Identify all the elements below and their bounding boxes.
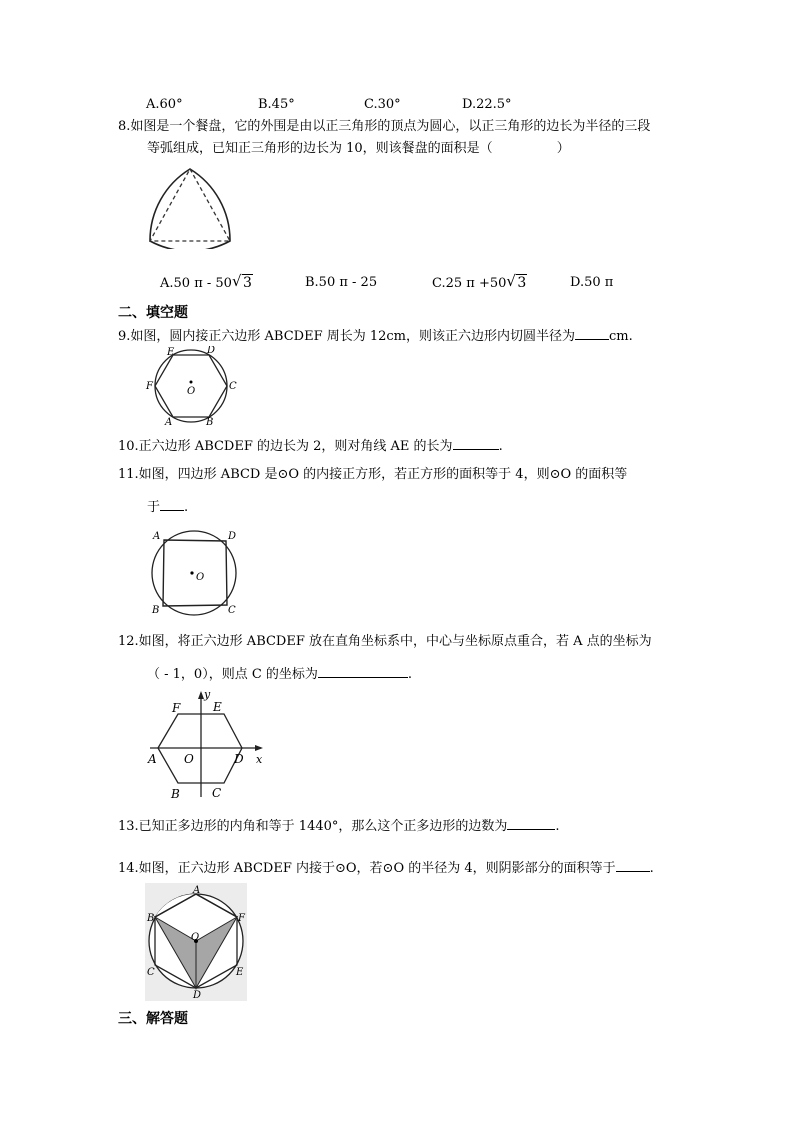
q8-text-line2-a: 等弧组成，已知正三角形的边长为 10，则该餐盘的面积是（ [147,141,493,156]
q12-label-b: B [171,787,180,801]
q9-text-a: 9.如图，圆内接正六边形 ABCDEF 周长为 12cm，则该正六边形内切圆半径为 [118,329,576,344]
q14-text-b: . [649,861,654,876]
q12-label-x: x [256,753,263,766]
q9-label-a: A [165,417,173,426]
q11-square-figure [146,526,244,618]
q13-text-b: . [555,819,560,834]
q8-text-line1: 8.如图是一个餐盘，它的外围是由以正三角形的顶点为圆心，以正三角形的边长为半径的三段 [118,119,651,134]
sqrt-symbol: √ 3 [231,272,252,291]
q11-text-line2-a: 于 [147,500,161,515]
q8-option-a-text: A.50 π - 50 [160,276,232,291]
q8-text-line2-b: ） [556,141,570,156]
q13-text [118,816,560,836]
q14-answer-blank [616,858,650,872]
q14-text [118,858,654,878]
q12-text-line1: 12.如图，将正六边形 ABCDEF 放在直角坐标系中，中心与坐标原点重合，若 A 点的坐标为 [118,634,652,649]
sqrt-radicand: 3 [517,275,527,291]
q11-label-d: D [228,531,237,542]
q11-label-c: C [228,605,236,616]
q9-label-e: E [167,347,175,358]
q10-text-a: 10.正六边形 ABCDEF 的边长为 2，则对角线 AE 的长为 [118,439,453,454]
q14-label-o: O [191,932,200,943]
q9-label-f: F [146,381,153,392]
q12-label-d: D [234,752,244,766]
q9-label-c: C [229,381,237,392]
q8-option-a [160,274,253,293]
q7-option-a: A.60° [146,97,183,112]
q9-text-b: cm. [609,329,633,344]
q9-answer-blank [575,326,609,340]
q10-answer-blank [453,436,499,450]
q10-text-b: . [498,439,503,454]
q9-text [118,326,633,346]
q12-label-a: A [148,752,157,766]
q11-label-o: O [196,572,205,583]
q8-plate-figure [144,163,236,249]
q14-shaded-hexagon-figure [145,883,247,1001]
q12-label-f: F [172,701,181,715]
q12-text-line2 [147,664,412,684]
section-heading-solutions: 三、解答题 [118,1011,188,1027]
q14-label-c: C [147,967,155,978]
q13-text-a: 13.已知正多边形的内角和等于 1440°，那么这个正多边形的边数为 [118,819,508,834]
q14-label-b: B [147,913,155,924]
q12-label-e: E [213,700,222,714]
q11-text-line2-b: . [184,500,189,515]
q9-label-b: B [206,417,214,426]
q12-label-o: O [184,752,194,766]
q13-answer-blank [507,816,555,830]
q14-text-a: 14.如图，正六边形 ABCDEF 内接于⊙O，若⊙O 的半径为 4，则阴影部分的面积等于 [118,861,616,876]
q7-option-b: B.45° [258,97,295,112]
q8-option-c [432,274,527,293]
q11-answer-blank [160,497,184,511]
q12-coordinate-figure [145,689,270,805]
q9-label-d: D [207,346,216,356]
q12-text-line2-b: . [407,667,413,682]
q8-option-c-text: C.25 π +50 [432,276,507,291]
q7-option-c: C.30° [364,97,401,112]
q14-label-f: F [238,913,245,924]
q11-label-a: A [153,531,161,542]
q8-option-b: B.50 π - 25 [305,275,378,290]
q14-label-d: D [193,990,202,1001]
sqrt-symbol: √ 3 [506,272,527,291]
q8-text-line2 [147,140,570,158]
q7-option-d: D.22.5° [462,97,512,112]
q12-answer-blank [318,664,408,678]
q9-hexagon-figure [145,346,237,426]
q9-label-o: O [187,386,196,397]
q12-label-y: y [204,689,211,701]
q11-label-b: B [152,605,160,616]
q12-text-line2-a: （ - 1，0），则点 C 的坐标为 [147,667,318,682]
q11-text-line1: 11.如图，四边形 ABCD 是⊙O 的内接正方形，若正方形的面积等于 4，则⊙O 的面积等 [118,467,628,482]
q8-option-d: D.50 π [570,275,614,290]
q14-label-a: A [193,885,201,896]
section-heading-fill-in: 二、填空题 [118,305,188,321]
q14-label-e: E [236,967,244,978]
q10-text [118,436,503,456]
q11-text-line2 [147,497,188,517]
sqrt-radicand: 3 [242,275,252,291]
q12-label-c: C [212,786,222,800]
